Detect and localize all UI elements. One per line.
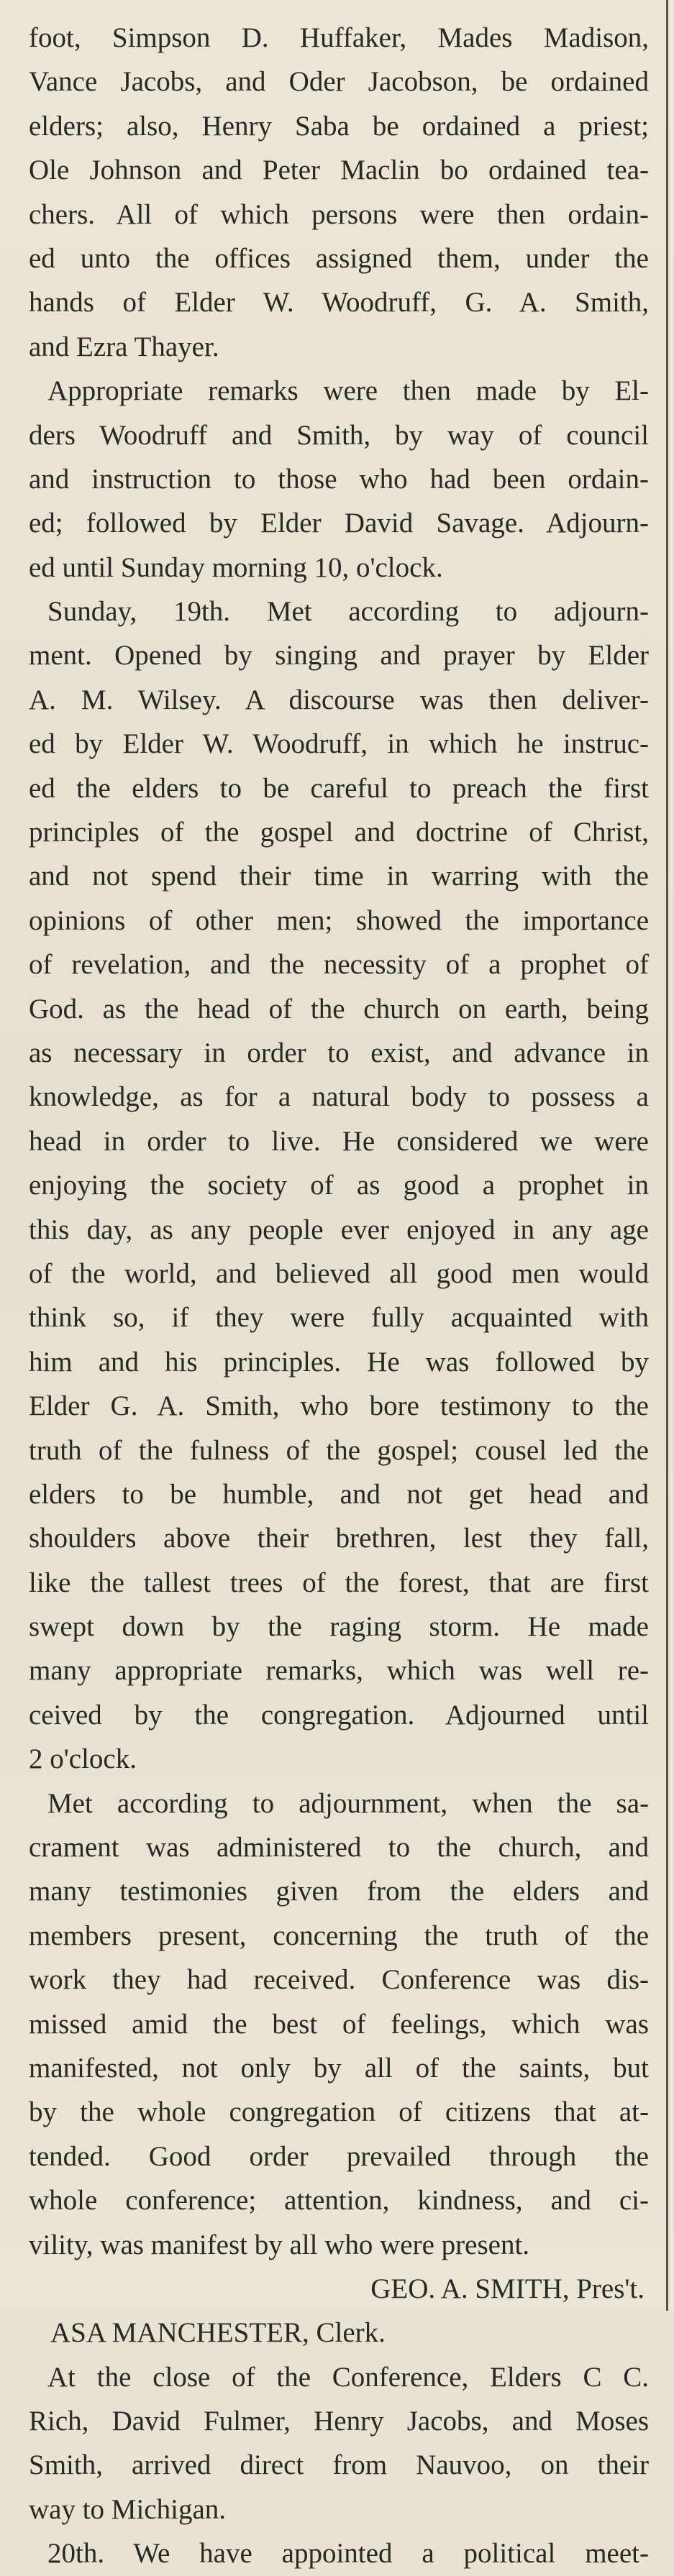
text-line: Vance Jacobs, and Oder Jacobson, be ordained [29,66,649,98]
signature-clerk: ASA MANCHESTER, Clerk. [50,2317,386,2349]
text-line: many appropriate remarks, which was well re- [29,1655,649,1687]
text-line: ed; followed by Elder David Savage. Adjourn- [29,508,649,539]
text-line: and not spend their time in warring with the [29,861,649,892]
text-line: way to Michigan. [29,2493,227,2525]
text-line: knowledge, as for a natural body to possess a [29,1081,649,1113]
text-line: principles of the gospel and doctrine of Christ, [29,817,649,848]
text-line: vility, was manifest by all who were present. [29,2229,530,2260]
text-line: ed until Sunday morning 10, o'clock. [29,551,443,583]
text-line: like the tallest trees of the forest, that are first [29,1567,649,1598]
paragraph-political-meeting [29,2531,649,2575]
paragraph-ordinations [29,16,649,369]
paragraph-sunday [29,590,649,1782]
text-line: swept down by the raging storm. He made [29,1611,649,1643]
text-line: Rich, David Fulmer, Henry Jacobs, and Moses [29,2406,649,2437]
text-line: ed the elders to be careful to preach the first [29,772,649,804]
text-line: tended. Good order prevailed through the [29,2140,649,2172]
paragraph-sacrament [29,1782,649,2267]
text-line: hands of Elder W. Woodruff, G. A. Smith, [29,287,649,318]
text-line: as necessary in order to exist, and advance in [29,1037,649,1068]
text-line: A. M. Wilsey. A discourse was then deliver- [29,684,649,715]
paragraph-remarks [29,369,649,590]
text-line: ment. Opened by singing and prayer by Elder [29,640,649,671]
text-line: of the world, and believed all good men would [29,1257,649,1289]
text-line: God. as the head of the church on earth, being [29,993,649,1025]
text-line: ceived by the congregation. Adjourned until [29,1699,649,1731]
text-line: 20th. We have appointed a political meet- [47,2538,649,2570]
text-line: At the close of the Conference, Elders C C. [47,2361,649,2393]
text-line: ed unto the offices assigned them, under the [29,242,649,274]
text-line: many testimonies given from the elders and [29,1876,649,1907]
paragraph-arrivals [29,2355,649,2532]
text-line: elders to be humble, and not get head and [29,1478,649,1510]
text-line: manifested, not only by all of the saints, but [29,2052,649,2084]
text-line: ed by Elder W. Woodruff, in which he instruc- [29,728,649,760]
text-line: crament was administered to the church, and [29,1832,649,1864]
text-line: enjoying the society of as good a prophet in [29,1170,649,1201]
text-line: and instruction to those who had been ordain- [29,463,649,495]
text-line: Met according to adjournment, when the sa- [47,1787,649,1819]
text-line: think so, if they were fully acquainted with [29,1302,649,1334]
text-line: this day, as any people ever enjoyed in any age [29,1214,649,1245]
column-rule [666,0,668,2311]
text-line: and Ezra Thayer. [29,331,219,362]
text-line: shoulders above their brethren, lest they fall, [29,1523,649,1554]
text-line: Smith, arrived direct from Nauvoo, on their [29,2449,649,2481]
text-line: elders; also, Henry Saba be ordained a priest; [29,110,649,142]
text-line: missed amid the best of feelings, which was [29,2008,649,2040]
text-line: work they had received. Conference was dis- [29,1964,649,1996]
text-line: truth of the fulness of the gospel; cousel led the [29,1434,649,1466]
text-line: Elder G. A. Smith, who bore testimony to the [29,1390,649,1422]
text-line: Sunday, 19th. Met according to adjourn- [47,596,649,628]
text-line: foot, Simpson D. Huffaker, Mades Madison, [29,22,649,53]
text-line: chers. All of which persons were then ordain- [29,198,649,230]
text-line: Ole Johnson and Peter Maclin bo ordained tea- [29,155,649,186]
text-line: opinions of other men; showed the importance [29,904,649,936]
text-line: him and his principles. He was followed by [29,1346,649,1378]
text-line: whole conference; attention, kindness, and ci- [29,2185,649,2217]
signature-president: GEO. A. SMITH, Pres't. [370,2273,645,2304]
text-line: 2 o'clock. [29,1743,137,1775]
text-line: by the whole congregation of citizens that at- [29,2096,649,2128]
text-line: ders Woodruff and Smith, by way of council [29,419,649,451]
text-line: Appropriate remarks were then made by El- [47,375,649,407]
text-line: head in order to live. He considered we were [29,1125,649,1157]
article-column [29,16,649,2576]
text-line: members present, concerning the truth of the [29,1920,649,1951]
text-line: of revelation, and the necessity of a prophet of [29,949,649,981]
